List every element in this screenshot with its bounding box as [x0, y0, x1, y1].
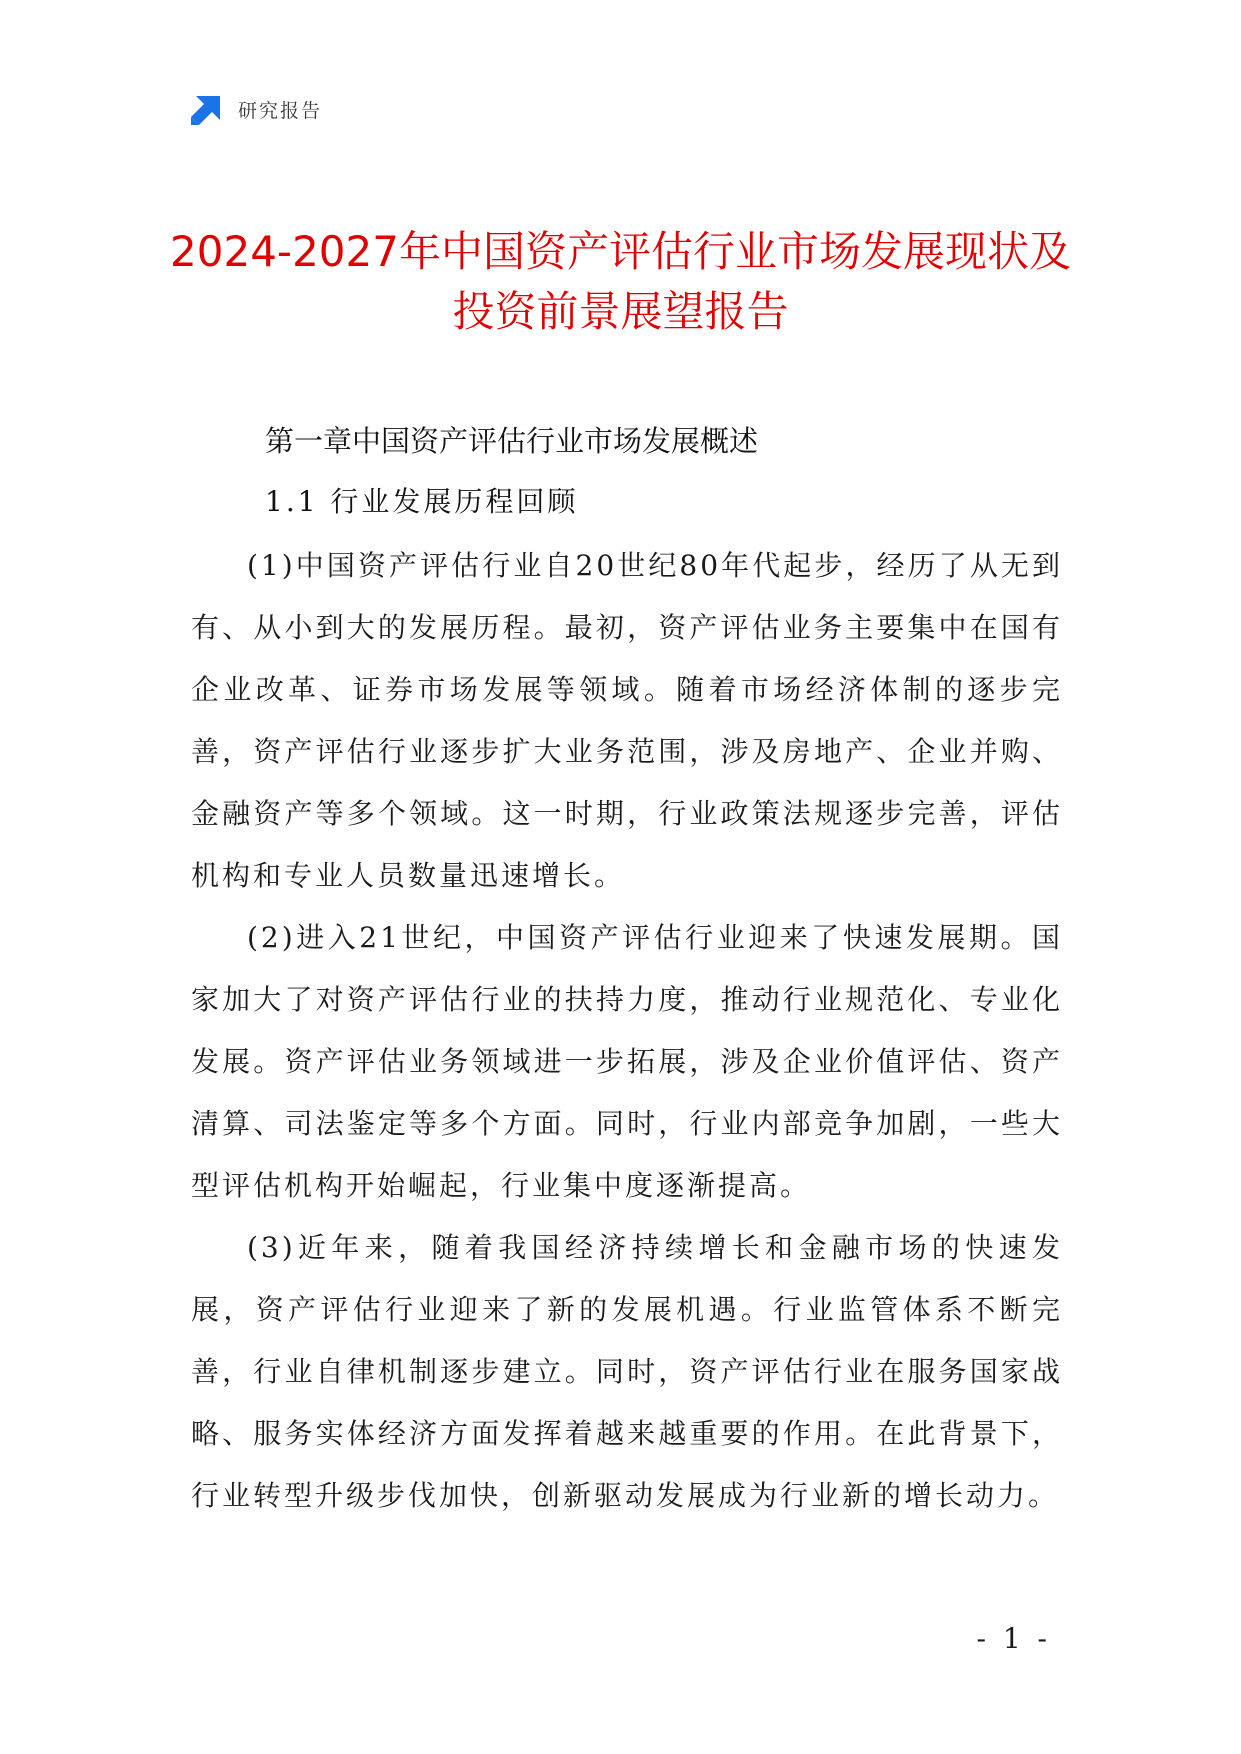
body-text — [191, 535, 1063, 1527]
chapter-heading: 第一章中国资产评估行业市场发展概述 — [265, 424, 759, 458]
paragraph-2: (2)进入21世纪，中国资产评估行业迎来了快速发展期。国家加大了对资产评估行业的扶持力度，推动行业规范化、专业化发展。资产评估业务领域进一步拓展，涉及企业价值评估、资产清算、司法鉴定等多个方面。同时，行业内部竞争加剧，一些大型评估机构开始崛起，行业集中度逐渐提高。 — [191, 921, 1063, 1202]
document-title: 2024-2027年中国资产评估行业市场发展现状及投资前景展望报告 — [170, 227, 1071, 336]
page-number: - 1 - — [976, 1622, 1051, 1655]
report-header — [190, 92, 322, 126]
arrow-up-right-icon — [190, 92, 224, 126]
paragraph-1: (1)中国资产评估行业自20世纪80年代起步，经历了从无到有、从小到大的发展历程。最初，资产评估业务主要集中在国有企业改革、证券市场发展等领域。随着市场经济体制的逐步完善，资产评估行业逐步扩大业务范围，涉及房地产、企业并购、金融资产等多个领域。这一时期，行业政策法规逐步完善，评估机构和专业人员数量迅速增长。 — [191, 549, 1063, 892]
paragraph-3: (3)近年来，随着我国经济持续增长和金融市场的快速发展，资产评估行业迎来了新的发展机遇。行业监管体系不断完善，行业自律机制逐步建立。同时，资产评估行业在服务国家战略、服务实体经济方面发挥着越来越重要的作用。在此背景下，行业转型升级步伐加快，创新驱动发展成为行业新的增长动力。 — [191, 1231, 1063, 1512]
section-heading: 1.1 行业发展历程回顾 — [265, 485, 579, 518]
header-label: 研究报告 — [238, 99, 323, 122]
